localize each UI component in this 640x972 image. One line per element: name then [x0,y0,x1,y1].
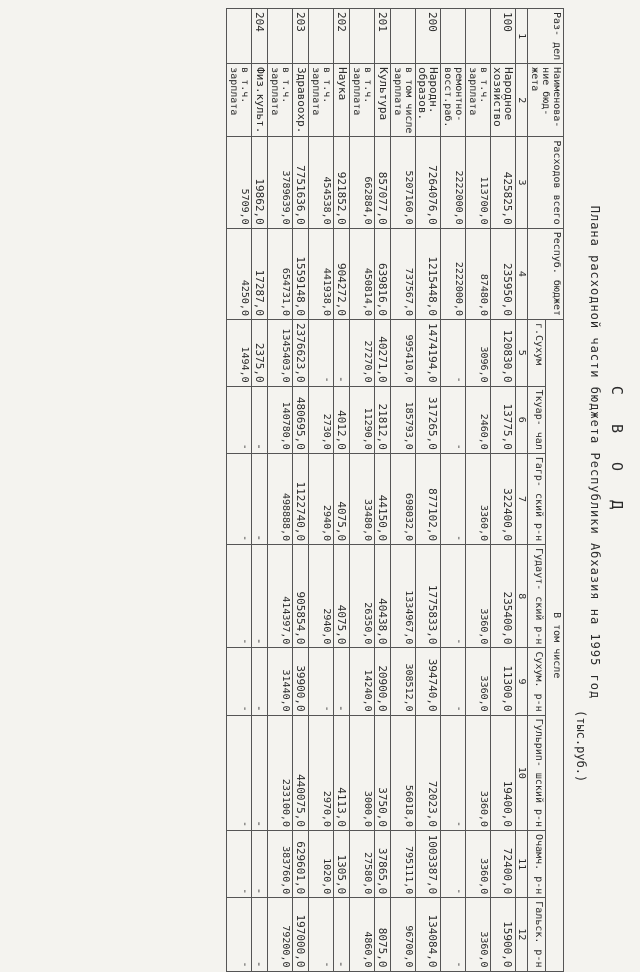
row-value: 13775,0 [491,386,516,453]
row-value: 4860,0 [350,898,375,971]
row-value: - [227,831,252,898]
row-value: 441938,0 [309,228,334,319]
row-value: 1215448,0 [416,228,441,319]
row-value: 308512,0 [391,648,416,715]
row-value: 857077,0 [375,137,391,228]
row-value: - [252,453,268,544]
row-value: 233100,0 [268,715,293,830]
header-district-6: Очамч. р-н [528,831,546,898]
column-index: 9 [516,648,528,715]
row-value: 440075,0 [293,715,309,830]
row-value: - [252,715,268,830]
table-row [375,9,391,972]
row-value: 1559148,0 [293,228,309,319]
row-value: 2375,0 [252,320,268,387]
row-value: 44150,0 [375,453,391,544]
row-value: 79200,0 [268,898,293,971]
row-name: Народн. образов. [416,64,441,137]
subheading: Плана расходной части бюджета Республики Абхазия на 1995 год [588,205,602,700]
row-code: 100 [491,9,516,64]
row-value: - [334,320,350,387]
row-code [350,9,375,64]
row-value: 17287,0 [252,228,268,319]
row-value: 11290,0 [350,386,375,453]
row-value: 11300,0 [491,648,516,715]
row-value: 1305,0 [334,831,350,898]
row-value: - [227,898,252,971]
row-value: 7751636,0 [293,137,309,228]
table-row [268,9,293,972]
row-value: 921852,0 [334,137,350,228]
row-value: 425825,0 [491,137,516,228]
row-value: - [227,386,252,453]
row-value: 3360,0 [466,831,491,898]
table-row [416,9,441,972]
row-value: 3750,0 [375,715,391,830]
row-value: 639816,0 [375,228,391,319]
row-value: - [252,648,268,715]
row-value: 27580,0 [350,831,375,898]
row-value: 1775833,0 [416,545,441,648]
row-value: 120830,0 [491,320,516,387]
row-name: в т.ч. зарплата [227,64,252,137]
row-value: 3096,0 [466,320,491,387]
row-value: 322400,0 [491,453,516,544]
row-value: - [309,648,334,715]
row-value: 795111,0 [391,831,416,898]
row-value: 27270,0 [350,320,375,387]
row-value: 33480,0 [350,453,375,544]
row-value: 4250,0 [227,228,252,319]
row-name: в т.ч. зарплата [268,64,293,137]
row-value: 4075,0 [334,545,350,648]
row-value: - [441,715,466,830]
row-value: 4075,0 [334,453,350,544]
row-code: 203 [293,9,309,64]
row-value: 877102,0 [416,453,441,544]
row-value: 15900,0 [491,898,516,971]
table-row [293,9,309,972]
table-row [491,9,516,972]
row-value: 905854,0 [293,545,309,648]
row-value: - [252,898,268,971]
row-value: 14240,0 [350,648,375,715]
row-value: 56018,0 [391,715,416,830]
row-code [309,9,334,64]
row-value: 4113,0 [334,715,350,830]
column-index: 1 [516,9,528,64]
row-value: 450814,0 [350,228,375,319]
row-code [227,9,252,64]
row-value: 37865,0 [375,831,391,898]
header-code: Раз- дел [528,9,564,64]
row-value: 480695,0 [293,386,309,453]
row-value: 40438,0 [375,545,391,648]
row-value: 2460,0 [466,386,491,453]
row-value: 140780,0 [268,386,293,453]
row-value: - [334,648,350,715]
row-value: 2940,0 [309,545,334,648]
row-value: 737567,0 [391,228,416,319]
header-district-5: Гульрип- шский р-н [528,715,546,830]
row-value: - [227,648,252,715]
row-name: Здравоохр. [293,64,309,137]
row-value: 2730,0 [309,386,334,453]
row-value: 1003387,0 [416,831,441,898]
row-value: 7264076,0 [416,137,441,228]
row-value: 1020,0 [309,831,334,898]
row-name: ремонтно- восст.раб. [441,64,466,137]
row-value: 1122740,0 [293,453,309,544]
row-value: 1494,0 [227,320,252,387]
table-row [350,9,375,972]
header-republic: Респуб. бюджет [528,228,564,319]
row-value: - [441,320,466,387]
row-value: - [441,831,466,898]
table-row [309,9,334,972]
row-value: - [334,898,350,971]
table-row [466,9,491,972]
row-value: 87480,0 [466,228,491,319]
column-index: 11 [516,831,528,898]
header-district-7: Гальск. р-н [528,898,546,971]
row-value: - [441,648,466,715]
row-value: 317265,0 [416,386,441,453]
column-index: 10 [516,715,528,830]
row-value: - [227,545,252,648]
header-district-4: Сухум. р-н [528,648,546,715]
row-value: 1345403,0 [268,320,293,387]
row-name: Культура [375,64,391,137]
row-value: 2376623,0 [293,320,309,387]
row-code: 202 [334,9,350,64]
row-value: 5709,0 [227,137,252,228]
row-value: 629601,0 [293,831,309,898]
row-value: 3000,0 [350,715,375,830]
row-value: 20900,0 [375,648,391,715]
row-value: 197000,0 [293,898,309,971]
row-value: 72400,0 [491,831,516,898]
row-name: Народное хозяйство [491,64,516,137]
row-value: 72023,0 [416,715,441,830]
row-value: - [252,831,268,898]
row-value: - [441,386,466,453]
table-row [227,9,252,972]
row-value: 414397,0 [268,545,293,648]
row-value: 31440,0 [268,648,293,715]
units-label: (тыс.руб.) [574,710,588,783]
row-code [441,9,466,64]
row-name: в т.ч. зарплата [350,64,375,137]
row-value: 235950,0 [491,228,516,319]
table-row [334,9,350,972]
header-district-2: Гагр- ский р-н [528,453,546,544]
row-value: 995410,0 [391,320,416,387]
budget-table [226,8,564,972]
row-value: - [441,898,466,971]
column-index: 12 [516,898,528,971]
column-index: 2 [516,64,528,137]
row-value: 2222000,0 [441,137,466,228]
row-value: 662884,0 [350,137,375,228]
row-code: 201 [375,9,391,64]
row-value: 40271,0 [375,320,391,387]
row-value: 383760,0 [268,831,293,898]
row-value: 113700,0 [466,137,491,228]
row-value: 3789639,0 [268,137,293,228]
row-value: 1334967,0 [391,545,416,648]
row-value: - [441,545,466,648]
row-value: 3360,0 [466,715,491,830]
row-name: в том числе зарплата [391,64,416,137]
row-value: 654731,0 [268,228,293,319]
header-district-1: Ткуар- чал [528,386,546,453]
table-row [252,9,268,972]
row-code: 204 [252,9,268,64]
row-value: 134084,0 [416,898,441,971]
row-value: 4012,0 [334,386,350,453]
row-value: 394740,0 [416,648,441,715]
header-district-0: г.Сухум [528,320,546,387]
row-value: 904272,0 [334,228,350,319]
row-value: 3360,0 [466,545,491,648]
row-value: 5207160,0 [391,137,416,228]
row-name: в т.ч. зарплата [466,64,491,137]
row-code [391,9,416,64]
row-value: 235400,0 [491,545,516,648]
row-value: 26350,0 [350,545,375,648]
column-index: 5 [516,320,528,387]
row-value: 2222000,0 [441,228,466,319]
header-including: В том числе [546,320,564,972]
table-row [441,9,466,972]
column-index: 4 [516,228,528,319]
row-value: 19862,0 [252,137,268,228]
table-row [391,9,416,972]
row-name: Физ.культ. [252,64,268,137]
header-district-3: Гудаут- ский р-н [528,545,546,648]
row-value: 185793,0 [391,386,416,453]
row-value: - [309,898,334,971]
row-code [466,9,491,64]
row-code: 200 [416,9,441,64]
row-value: - [252,386,268,453]
row-value: - [252,545,268,648]
heading: С В О Д [608,385,626,520]
row-value: 19400,0 [491,715,516,830]
row-value: 39900,0 [293,648,309,715]
row-value: 21812,0 [375,386,391,453]
column-index: 7 [516,453,528,544]
row-value: - [309,320,334,387]
row-value: 1474194,0 [416,320,441,387]
row-value: 96700,0 [391,898,416,971]
row-value: 498888,0 [268,453,293,544]
row-value: 2940,0 [309,453,334,544]
header-name: Наименова- ние бюд- жета [528,64,564,137]
column-index: 8 [516,545,528,648]
row-value: 8075,0 [375,898,391,971]
row-value: 3360,0 [466,648,491,715]
column-index: 3 [516,137,528,228]
row-name: в т.ч. зарплата [309,64,334,137]
column-index: 6 [516,386,528,453]
header-total: Расходов всего [528,137,564,228]
row-value: - [441,453,466,544]
row-value: 3360,0 [466,453,491,544]
row-name: Наука [334,64,350,137]
row-value: 2970,0 [309,715,334,830]
row-value: 698032,0 [391,453,416,544]
row-value: - [227,715,252,830]
row-code [268,9,293,64]
row-value: 454538,0 [309,137,334,228]
row-value: - [227,453,252,544]
row-value: 3360,0 [466,898,491,971]
